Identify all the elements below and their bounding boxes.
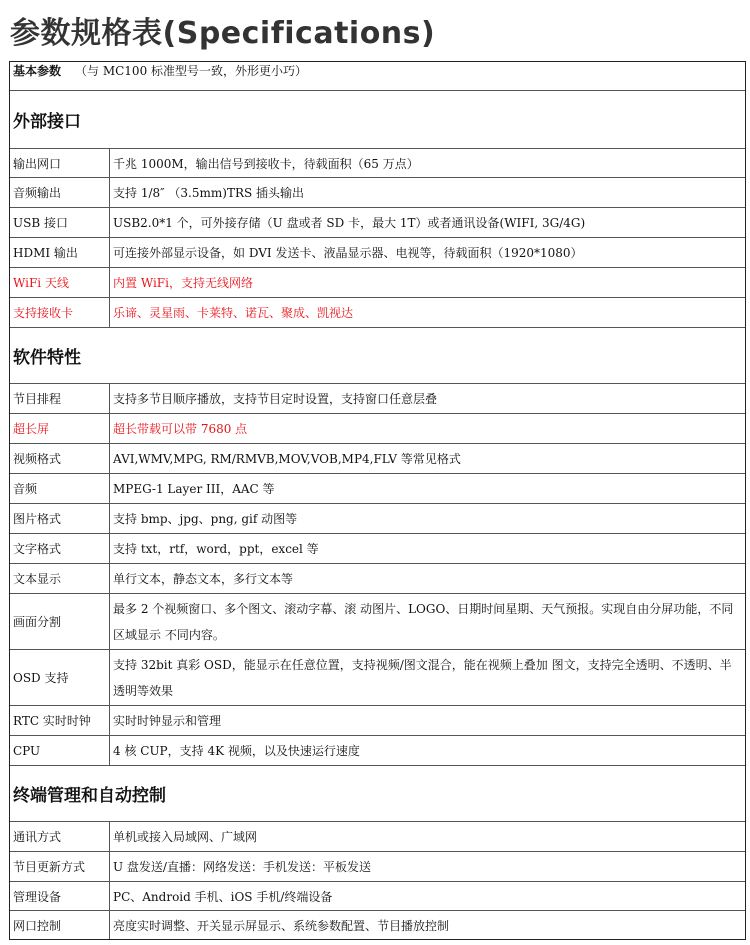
row-value: 支持 32bit 真彩 OSD，能显示在任意位置，支持视频/图文混合，能在视频上叠加 图文，支持完全透明、不透明、半透明等效果 [113, 657, 732, 698]
row-label: CPU [10, 736, 110, 765]
row-value: USB2.0*1 个，可外接存储（U 盘或者 SD 卡，最大 1T）或者通讯设备(WIFI, 3G/4G) [113, 216, 586, 230]
row-label: 视频格式 [10, 444, 110, 473]
row-label: 支持接收卡 [10, 298, 110, 327]
row-value: 可连接外部显示设备，如 DVI 发送卡、液晶显示器、电视等，待载面积（1920*1080） [113, 246, 583, 260]
row-value: 单行文本，静态文本，多行文本等 [113, 572, 294, 586]
table-row [10, 504, 745, 534]
row-value: 支持 bmp、jpg、png, gif 动图等 [113, 512, 298, 526]
row-label: 图片格式 [10, 504, 110, 533]
row-value: 支持多节目顺序播放，支持节目定时设置，支持窗口任意层叠 [113, 392, 438, 406]
table-row [10, 564, 745, 594]
table-row [10, 736, 745, 766]
row-label: 音频输出 [10, 178, 110, 207]
spec-table [9, 61, 746, 940]
table-row-highlighted [10, 268, 745, 298]
row-label: 文字格式 [10, 534, 110, 563]
row-label: 音频 [10, 474, 110, 503]
row-value: 4 核 CUP，支持 4K 视频，以及快速运行速度 [113, 744, 360, 758]
table-row [10, 208, 745, 238]
section-header-software: 软件特性 [10, 328, 745, 384]
row-label: HDMI 输出 [10, 238, 110, 267]
row-value: 超长带载可以带 7680 点 [113, 422, 248, 436]
table-row [10, 911, 745, 939]
table-row-highlighted [10, 298, 745, 328]
row-value: AVI,WMV,MPG, RM/RMVB,MOV,VOB,MP4,FLV 等常见格式 [113, 452, 461, 466]
row-value: 乐谛、灵星雨、卡莱特、诺瓦、聚成、凯视达 [113, 306, 354, 320]
row-label: 文本显示 [10, 564, 110, 593]
row-label: USB 接口 [10, 208, 110, 237]
row-value: MPEG-1 Layer III，AAC 等 [113, 482, 275, 496]
section-header-external: 外部接口 [10, 91, 745, 149]
table-row [10, 384, 745, 414]
table-row [10, 178, 745, 208]
table-row [10, 238, 745, 268]
row-label: RTC 实时时钟 [10, 706, 110, 735]
table-row [10, 534, 745, 564]
page-title: 参数规格表(Specifications) [10, 16, 436, 51]
table-row [10, 882, 745, 911]
basic-params-row [10, 62, 745, 91]
section-header-terminal: 终端管理和自动控制 [10, 766, 745, 822]
row-value: 支持 1/8″ （3.5mm)TRS 插头输出 [113, 186, 305, 200]
table-row [10, 852, 745, 882]
row-label: OSD 支持 [10, 650, 110, 705]
row-value: 实时时钟显示和管理 [113, 714, 222, 728]
row-value: 亮度实时调整、开关显示屏显示、系统参数配置、节目播放控制 [113, 918, 450, 933]
row-label: 节目排程 [10, 384, 110, 413]
row-value: U 盘发送/直播：网络发送：手机发送：平板发送 [113, 860, 371, 874]
row-label: 超长屏 [10, 414, 110, 443]
table-row [10, 822, 745, 852]
table-row [10, 149, 745, 178]
row-label: 节目更新方式 [10, 852, 110, 881]
row-value: 支持 txt，rtf，word，ppt，excel 等 [113, 542, 319, 556]
table-row-highlighted [10, 414, 745, 444]
table-row [10, 594, 745, 650]
row-value: 千兆 1000M，输出信号到接收卡，待载面积（65 万点） [113, 156, 419, 171]
row-label: 通讯方式 [10, 822, 110, 851]
row-label: 输出网口 [10, 149, 110, 177]
table-row [10, 650, 745, 706]
table-row [10, 474, 745, 504]
row-label: 画面分割 [10, 594, 110, 649]
table-row [10, 444, 745, 474]
row-label: 网口控制 [10, 911, 110, 939]
row-label: 管理设备 [10, 882, 110, 910]
row-value: 最多 2 个视频窗口、多个图文、滚动字幕、滚 动图片、LOGO、日期时间星期、天气预报。实现自由分屏功能，不同区域显示 不同内容。 [113, 601, 734, 642]
row-value: 内置 WiFi，支持无线网络 [113, 276, 253, 290]
basic-params-note: （与 MC100 标准型号一致，外形更小巧） [75, 64, 308, 78]
row-value: PC、Android 手机、iOS 手机/终端设备 [113, 889, 333, 904]
table-row [10, 706, 745, 736]
row-value: 单机或接入局域网、广域网 [113, 830, 258, 844]
row-label: WiFi 天线 [10, 268, 110, 297]
basic-params-label: 基本参数 [13, 64, 62, 78]
